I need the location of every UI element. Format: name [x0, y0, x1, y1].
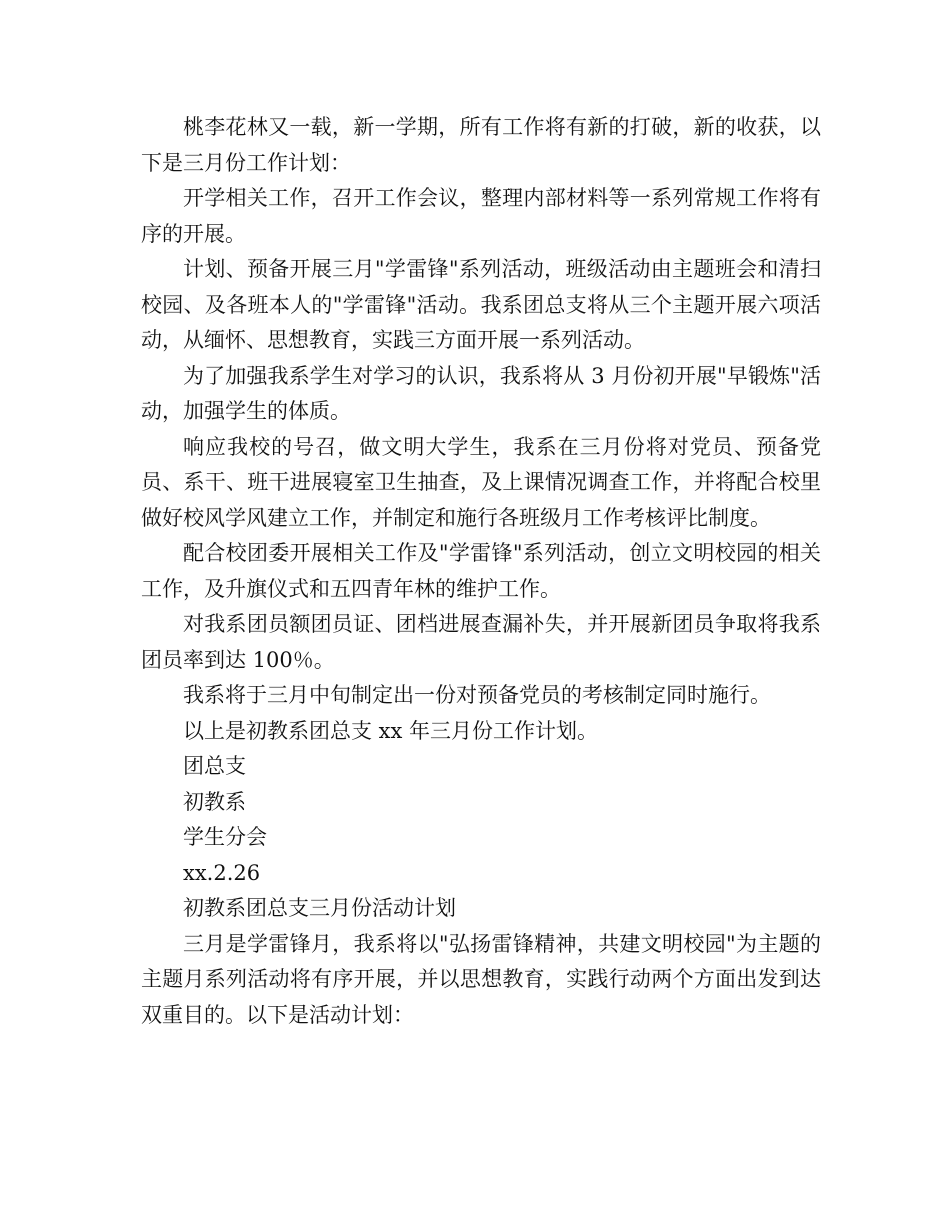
paragraph-morning-exercise: 为了加强我系学生对学习的认识，我系将从 3 月份初开展"早锻炼"活动，加强学生的体质。 — [141, 363, 821, 423]
paragraph-opening-work: 开学相关工作，召开工作会议，整理内部材料等一系列常规工作将有序的开展。 — [141, 186, 821, 246]
signature-league-branch: 团总支 — [183, 754, 246, 778]
signature-student-branch: 学生分会 — [183, 825, 267, 849]
paragraph-march-plan: 三月是学雷锋月，我系将以"弘扬雷锋精神，共建文明校园"为主题的主题月系列活动将有序开展，并以思想教育，实践行动两个方面出发到达双重目的。以下是活动计划： — [141, 931, 821, 1027]
paragraph-party-assessment: 我系将于三月中旬制定出一份对预备党员的考核制定同时施行。 — [183, 683, 771, 707]
paragraph-lei-feng-activities: 计划、预备开展三月"学雷锋"系列活动，班级活动由主题班会和清扫校园、及各班本人的"学雷锋"活动。我系团总支将从三个主题开展六项活动，从缅怀、思想教育，实践三方面开展一系列活动。 — [141, 257, 821, 352]
paragraph-summary: 以上是初教系团总支 xx 年三月份工作计划。 — [183, 718, 599, 743]
paragraph-league-committee: 配合校团委开展相关工作及"学雷锋"系列活动，创立文明校园的相关工作，及升旗仪式和五四青年林的维护工作。 — [141, 541, 821, 601]
paragraph-intro: 桃李花林又一载，新一学期，所有工作将有新的打破，新的收获，以下是三月份工作计划： — [141, 115, 821, 175]
document-body — [141, 110, 821, 1033]
section-title: 初教系团总支三月份活动计划 — [183, 896, 456, 920]
paragraph-civilized-student: 响应我校的号召，做文明大学生，我系在三月份将对党员、预备党员、系干、班干进展寝室卫生抽查，及上课情况调查工作，并将配合校里做好校风学风建立工作，并制定和施行各班级月工作考核评比制度。 — [141, 434, 821, 530]
paragraph-league-members: 对我系团员额团员证、团档进展查漏补失，并开展新团员争取将我系团员率到达 100％。 — [141, 612, 821, 672]
signature-department: 初教系 — [183, 789, 246, 814]
signature-date: xx.2.26 — [183, 860, 261, 885]
